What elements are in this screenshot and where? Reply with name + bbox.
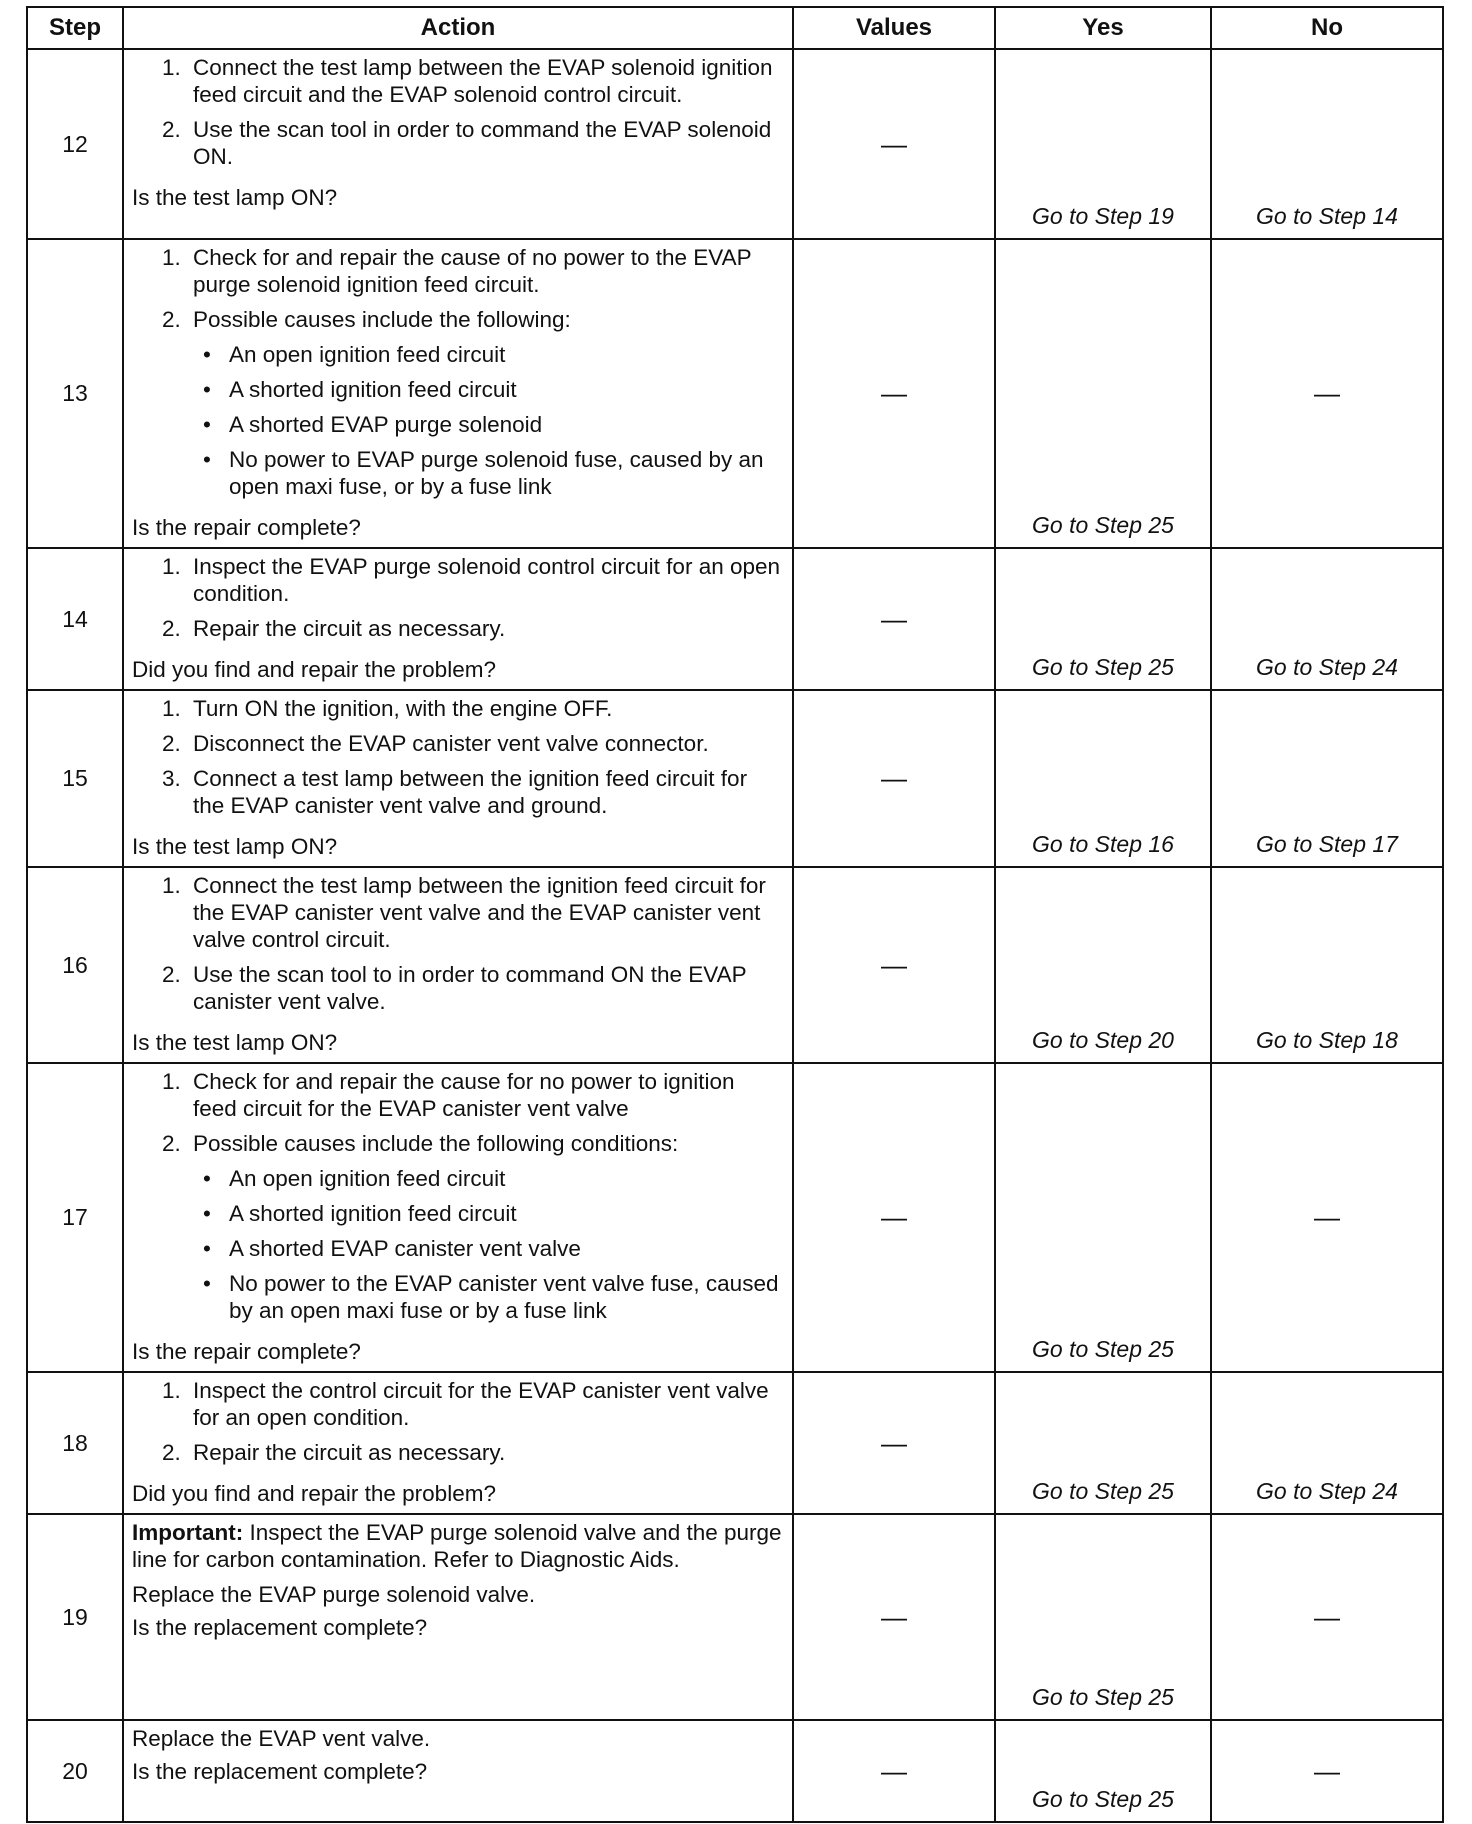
yes-cell: Go to Step 20 xyxy=(995,867,1211,1063)
action-question: Is the repair complete? xyxy=(132,515,361,540)
step-number: 15 xyxy=(27,690,123,867)
header-action: Action xyxy=(123,7,793,49)
table-row-step-19 xyxy=(27,1514,1443,1720)
yes-cell: Go to Step 25 xyxy=(995,1063,1211,1372)
cause-item: • No power to the EVAP canister vent valve fuse, caused by an open maxi fuse or by a fuse link xyxy=(223,1270,784,1324)
step-number: 16 xyxy=(27,867,123,1063)
diagnostic-table xyxy=(26,6,1444,1823)
important-note xyxy=(132,1519,784,1573)
action-instruction: Replace the EVAP purge solenoid valve. xyxy=(132,1582,536,1607)
important-text: Inspect the EVAP purge solenoid valve and the purge line for carbon contamination. Refer to Diagnostic Aids. xyxy=(132,1520,782,1572)
action-question: Is the replacement complete? xyxy=(132,1759,428,1784)
table-row-step-16 xyxy=(27,867,1443,1063)
action-step: 2. Repair the circuit as necessary. xyxy=(187,615,784,642)
cause-item: • An open ignition feed circuit xyxy=(223,1165,784,1192)
step-number: 18 xyxy=(27,1372,123,1514)
action-step-text: Possible causes include the following conditions: xyxy=(193,1131,679,1156)
yes-cell: Go to Step 25 xyxy=(995,1720,1211,1822)
action-step: 2. Use the scan tool to in order to command ON the EVAP canister vent valve. xyxy=(187,961,784,1015)
step-number: 13 xyxy=(27,239,123,548)
yes-cell: Go to Step 25 xyxy=(995,548,1211,690)
cause-item: • No power to EVAP purge solenoid fuse, caused by an open maxi fuse, or by a fuse link xyxy=(223,446,784,500)
values-cell: — xyxy=(793,1514,995,1720)
values-cell: — xyxy=(793,1063,995,1372)
header-step: Step xyxy=(27,7,123,49)
step-number: 12 xyxy=(27,49,123,239)
action-cell xyxy=(123,548,793,690)
action-instruction: Replace the EVAP vent valve. xyxy=(132,1726,431,1751)
yes-cell: Go to Step 16 xyxy=(995,690,1211,867)
action-step: 1. Connect the test lamp between the ignition feed circuit for the EVAP canister vent valve and the EVAP canister vent valve control circuit. xyxy=(187,872,784,953)
action-cell xyxy=(123,1063,793,1372)
table-row-step-15 xyxy=(27,690,1443,867)
header-row xyxy=(27,7,1443,49)
action-cell xyxy=(123,49,793,239)
header-yes: Yes xyxy=(995,7,1211,49)
table-row-step-18 xyxy=(27,1372,1443,1514)
important-label: Important: xyxy=(132,1520,244,1545)
action-cell xyxy=(123,239,793,548)
no-cell: — xyxy=(1211,1514,1443,1720)
yes-cell: Go to Step 25 xyxy=(995,1372,1211,1514)
table-row-step-12 xyxy=(27,49,1443,239)
action-step: 1. Turn ON the ignition, with the engine OFF. xyxy=(187,695,784,722)
action-step: 1. Inspect the control circuit for the EVAP canister vent valve for an open condition. xyxy=(187,1377,784,1431)
cause-item: • An open ignition feed circuit xyxy=(223,341,784,368)
values-cell: — xyxy=(793,1720,995,1822)
action-question: Is the replacement complete? xyxy=(132,1615,428,1640)
no-cell: Go to Step 24 xyxy=(1211,548,1443,690)
table-row-step-13 xyxy=(27,239,1443,548)
cause-item: • A shorted ignition feed circuit xyxy=(223,376,784,403)
step-number: 19 xyxy=(27,1514,123,1720)
action-step xyxy=(187,1130,784,1324)
action-cell xyxy=(123,1720,793,1822)
action-step: 1. Connect the test lamp between the EVAP solenoid ignition feed circuit and the EVAP solenoid control circuit. xyxy=(187,54,784,108)
no-cell: — xyxy=(1211,1720,1443,1822)
step-number: 14 xyxy=(27,548,123,690)
values-cell: — xyxy=(793,690,995,867)
table-row-step-17 xyxy=(27,1063,1443,1372)
header-no: No xyxy=(1211,7,1443,49)
action-cell xyxy=(123,1372,793,1514)
action-step: 1. Inspect the EVAP purge solenoid control circuit for an open condition. xyxy=(187,553,784,607)
yes-cell: Go to Step 25 xyxy=(995,239,1211,548)
no-cell: — xyxy=(1211,239,1443,548)
action-step-text: Possible causes include the following: xyxy=(193,307,571,332)
cause-item: • A shorted EVAP canister vent valve xyxy=(223,1235,784,1262)
action-question: Did you find and repair the problem? xyxy=(132,1481,496,1506)
values-cell: — xyxy=(793,49,995,239)
action-step: 1. Check for and repair the cause for no power to ignition feed circuit for the EVAP canister vent valve xyxy=(187,1068,784,1122)
values-cell: — xyxy=(793,239,995,548)
header-values: Values xyxy=(793,7,995,49)
action-step xyxy=(187,306,784,500)
cause-item: • A shorted ignition feed circuit xyxy=(223,1200,784,1227)
no-cell: Go to Step 24 xyxy=(1211,1372,1443,1514)
action-step: 2. Repair the circuit as necessary. xyxy=(187,1439,784,1466)
action-cell xyxy=(123,690,793,867)
no-cell: Go to Step 14 xyxy=(1211,49,1443,239)
table-row-step-14 xyxy=(27,548,1443,690)
action-question: Is the test lamp ON? xyxy=(132,185,338,210)
action-step: 2. Use the scan tool in order to command the EVAP solenoid ON. xyxy=(187,116,784,170)
action-question: Is the test lamp ON? xyxy=(132,1030,338,1055)
action-question: Did you find and repair the problem? xyxy=(132,657,496,682)
table-row-step-20 xyxy=(27,1720,1443,1822)
no-cell: Go to Step 18 xyxy=(1211,867,1443,1063)
step-number: 20 xyxy=(27,1720,123,1822)
step-number: 17 xyxy=(27,1063,123,1372)
no-cell: — xyxy=(1211,1063,1443,1372)
yes-cell: Go to Step 19 xyxy=(995,49,1211,239)
yes-cell: Go to Step 25 xyxy=(995,1514,1211,1720)
action-cell xyxy=(123,1514,793,1720)
values-cell: — xyxy=(793,548,995,690)
no-cell: Go to Step 17 xyxy=(1211,690,1443,867)
action-step: 1. Check for and repair the cause of no power to the EVAP purge solenoid ignition feed circuit. xyxy=(187,244,784,298)
action-question: Is the test lamp ON? xyxy=(132,834,338,859)
action-cell xyxy=(123,867,793,1063)
action-question: Is the repair complete? xyxy=(132,1339,361,1364)
values-cell: — xyxy=(793,867,995,1063)
action-step: 2. Disconnect the EVAP canister vent valve connector. xyxy=(187,730,784,757)
cause-item: • A shorted EVAP purge solenoid xyxy=(223,411,784,438)
action-step: 3. Connect a test lamp between the ignition feed circuit for the EVAP canister vent valve and ground. xyxy=(187,765,784,819)
values-cell: — xyxy=(793,1372,995,1514)
